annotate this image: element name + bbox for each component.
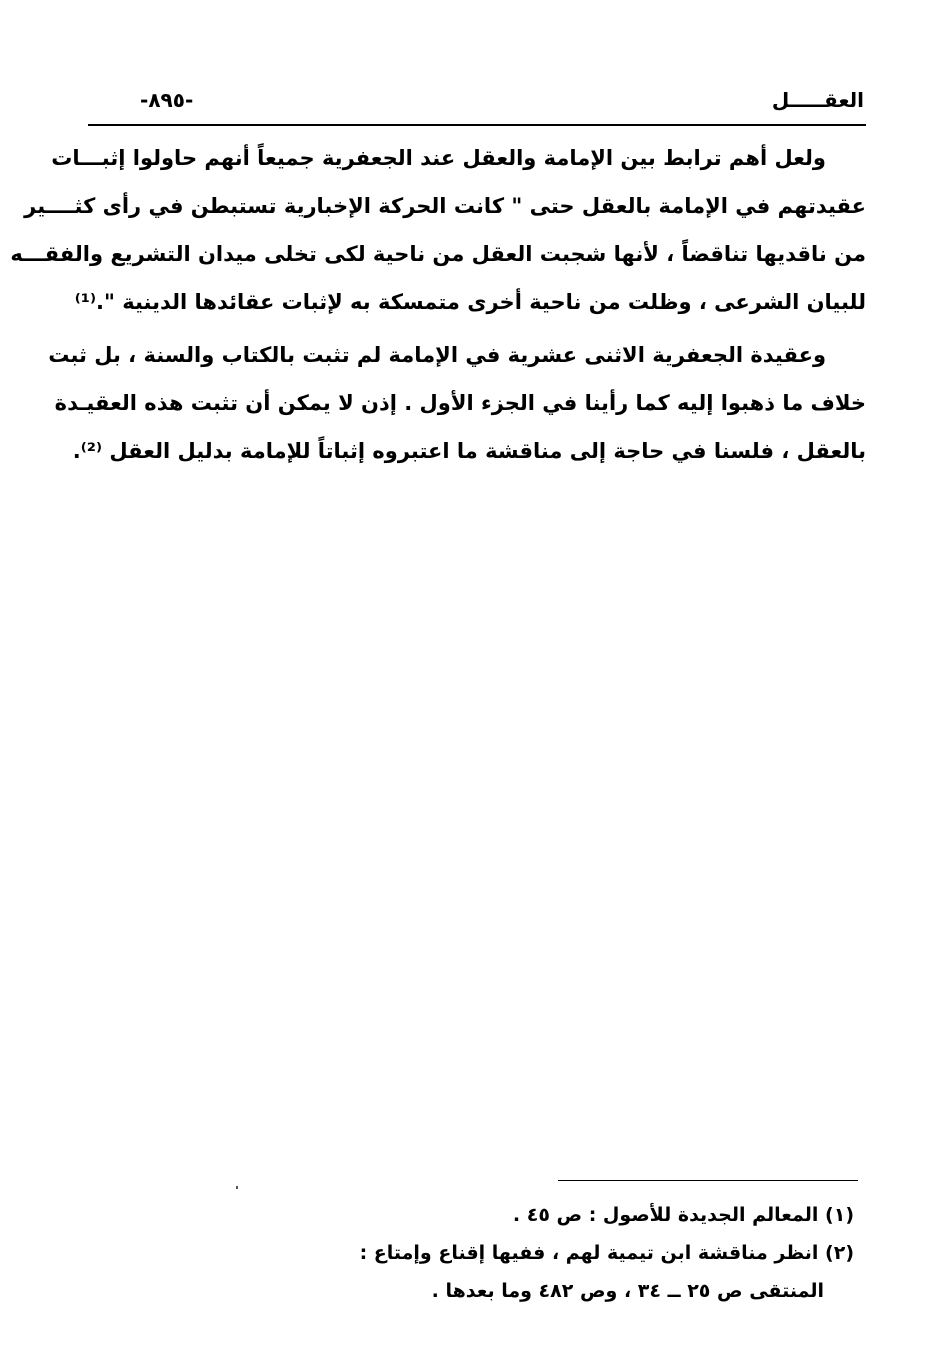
paragraph-line: ولعل أهم ترابط بين الإمامة والعقل عند الجعفرية جميعاً أنهم حاولوا إثبـــات — [51, 146, 826, 170]
footnotes — [354, 1196, 854, 1310]
header-divider — [88, 124, 866, 126]
paragraph-line: خلاف ما ذهبوا إليه كما رأينا في الجزء الأول . إذن لا يمكن أن تثبت هذه العقيـدة — [54, 391, 866, 415]
body-text — [10, 134, 866, 475]
footnote-line: (١) المعالم الجديدة للأصول : ص ٤٥ . — [512, 1204, 854, 1226]
footnote-line: المنتقى ص ٢٥ ــ ٣٤ ، وص ٤٨٢ وما بعدها . — [431, 1280, 824, 1302]
page-number: -٨٩٥- — [140, 88, 194, 112]
paragraph-line: وعقيدة الجعفرية الاثنى عشرية في الإمامة لم تثبت بالكتاب والسنة ، بل ثبت — [48, 343, 826, 367]
paragraph-line: بالعقل ، فلسنا في حاجة إلى مناقشة ما اعتبروه إثباتاً للإمامة بدليل العقل ⁽²⁾. — [72, 439, 866, 463]
footnote-line: (٢) انظر مناقشة ابن تيمية لهم ، ففيها إقناع وإمتاع : — [359, 1242, 854, 1264]
paragraph-line: للبيان الشرعى ، وظلت من ناحية أخرى متمسكة به لإثبات عقائدها الدينية ".⁽¹⁾ — [74, 290, 866, 314]
paragraph-line: عقيدتهم في الإمامة بالعقل حتى " كانت الحركة الإخبارية تستبطن في رأى كثــــير — [24, 194, 866, 218]
scan-speck — [236, 1186, 238, 1189]
paragraph-line: من ناقديها تناقضاً ، لأنها شجبت العقل من ناحية لكى تخلى ميدان التشريع والفقـــه — [10, 242, 866, 266]
footnote-divider — [558, 1180, 858, 1181]
running-header-title: العقـــــل — [771, 88, 864, 112]
